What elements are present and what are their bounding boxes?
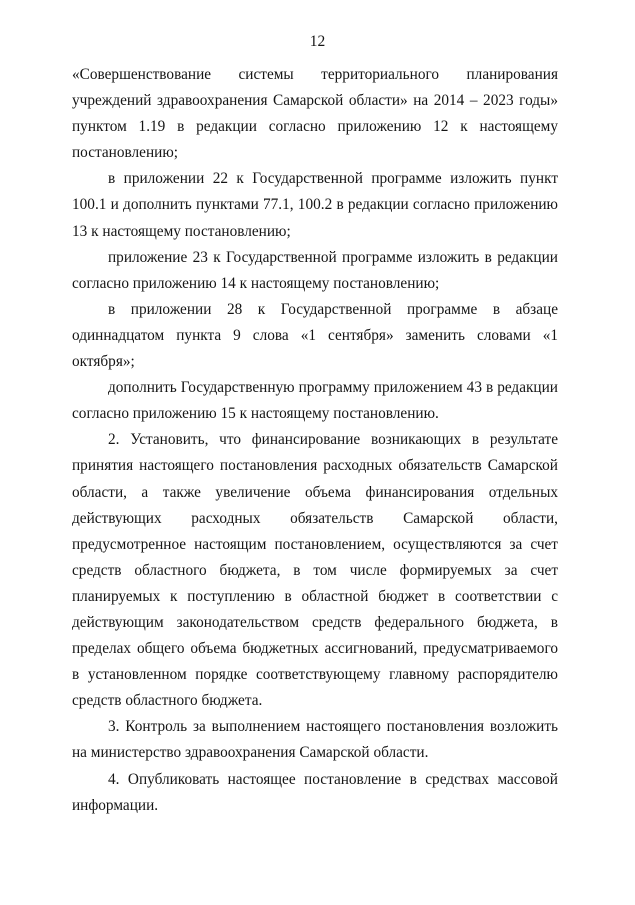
page-number: 12 xyxy=(309,33,326,50)
paragraph-appendix-28: в приложении 28 к Государственной программе в абзаце одиннадцатом пункта 9 слова «1 сентября» заменить словами «1 октября»; xyxy=(72,300,558,371)
paragraph-continuation: «Совершенствование системы территориального планирования учреждений здравоохранения Самарской области» на 2014 – 2023 годы» пунктом 1.19 в редакции согласно приложению 12 к настоящему постановлению; xyxy=(72,66,558,162)
paragraph-item-3: 3. Контроль за выполнением настоящего постановления возложить на министерство здравоохранения Самарской области. xyxy=(72,718,558,762)
paragraph-appendix-23: приложение 23 к Государственной программе изложить в редакции согласно приложению 14 к настоящему постановлению; xyxy=(72,248,558,292)
document-body xyxy=(72,62,558,819)
paragraph-appendix-22: в приложении 22 к Государственной программе изложить пункт 100.1 и дополнить пунктами 77.1, 100.2 в редакции согласно приложению 13 к настоящему постановлению; xyxy=(72,170,558,240)
paragraph-appendix-43: дополнить Государственную программу приложением 43 в редакции согласно приложению 15 к настоящему постановлению. xyxy=(72,379,558,423)
paragraph-item-4: 4. Опубликовать настоящее постановление в средствах массовой информации. xyxy=(72,770,558,814)
paragraph-item-2: 2. Установить, что финансирование возникающих в результате принятия настоящего постановления расходных обязательств Самарской области, а также увеличение объема финансирования отдельных действующих расходных обязательств Самарской области, предусмотренное настоящим постановлением, осуществляются за счет средств областного бюджета, в том числе формируемых за счет планируемых к поступлению в областной бюджет в соответствии с действующим законодательством средств федерального бюджета, в пределах общего объема бюджетных ассигнований, предусматриваемого в установленном порядке соответствующему главному распорядителю средств областного бюджета. xyxy=(72,431,558,710)
